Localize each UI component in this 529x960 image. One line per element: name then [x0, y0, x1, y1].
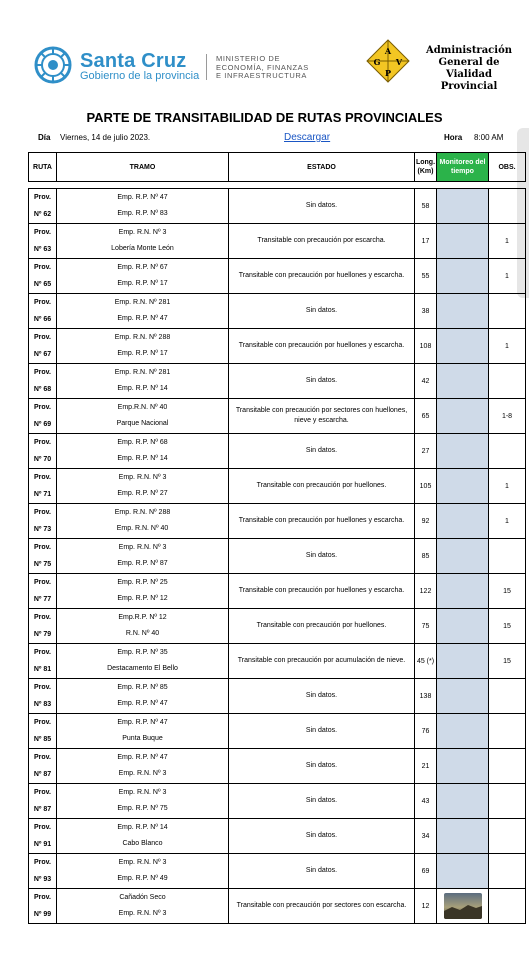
tramo-cell [57, 294, 229, 329]
ruta-cell [29, 574, 57, 609]
table-row [29, 189, 526, 224]
routes-table [28, 152, 526, 924]
dia-label: Día [38, 133, 51, 142]
monitor-cell [437, 679, 489, 714]
tramo-to: Emp. R.P. Nº 75 [117, 805, 168, 812]
obs-cell: 1 [489, 224, 526, 259]
ruta-number: Nº 75 [33, 561, 52, 568]
long-cell: 45 (*) [415, 644, 437, 679]
long-cell: 17 [415, 224, 437, 259]
ruta-prov: Prov. [34, 509, 51, 516]
tramo-from: Emp. R.P. Nº 68 [117, 439, 168, 446]
estado-cell: Transitable con precaución por sectores con escarcha. [229, 889, 415, 924]
col-monitor [437, 153, 489, 182]
agvp-line: Provincial [440, 81, 498, 92]
estado-cell: Transitable con precaución por escarcha. [229, 224, 415, 259]
ruta-number: Nº 85 [33, 736, 52, 743]
col-long-line: Long. [415, 159, 436, 166]
page-title: PARTE DE TRANSITABILIDAD DE RUTAS PROVINCIALES [86, 110, 443, 125]
col-estado: ESTADO [229, 153, 415, 182]
long-cell: 85 [415, 539, 437, 574]
agvp-logo-icon [365, 38, 411, 84]
obs-cell [489, 189, 526, 224]
col-long-line: (Km) [417, 168, 434, 175]
estado-cell: Sin datos. [229, 714, 415, 749]
tramo-to: Destacamento El Bello [107, 665, 178, 672]
col-obs: OBS. [489, 153, 526, 182]
tramo-cell [57, 854, 229, 889]
ruta-prov: Prov. [34, 579, 51, 586]
table-row [29, 539, 526, 574]
ruta-number: Nº 66 [33, 316, 52, 323]
table-row [29, 574, 526, 609]
ministry-line: MINISTERIO DE [216, 54, 281, 63]
ruta-cell [29, 819, 57, 854]
obs-cell: 1 [489, 469, 526, 504]
tramo-to: Emp. R.N. Nº 3 [118, 910, 167, 917]
tramo-from: Emp. R.N. Nº 281 [114, 369, 171, 376]
estado-cell: Sin datos. [229, 434, 415, 469]
ruta-prov: Prov. [34, 649, 51, 656]
tramo-cell [57, 224, 229, 259]
ruta-number: Nº 70 [33, 456, 52, 463]
obs-cell: 1-8 [489, 399, 526, 434]
ruta-number: Nº 93 [33, 876, 52, 883]
tramo-to: Emp. R.P. Nº 17 [117, 350, 168, 357]
svg-text:G: G [373, 57, 381, 67]
svg-text:P: P [384, 68, 392, 78]
tramo-cell [57, 749, 229, 784]
monitor-cell [437, 714, 489, 749]
tramo-from: Emp. R.N. Nº 288 [114, 509, 171, 516]
table-row [29, 259, 526, 294]
monitor-cell [437, 644, 489, 679]
tramo-cell [57, 469, 229, 504]
table-body [29, 189, 526, 924]
estado-cell: Sin datos. [229, 364, 415, 399]
tramo-from: Emp. R.P. Nº 47 [117, 754, 168, 761]
ruta-prov: Prov. [34, 684, 51, 691]
estado-cell: Transitable con precaución por huellones y escarcha. [229, 504, 415, 539]
tramo-from: Emp. R.N. Nº 3 [118, 544, 167, 551]
tramo-cell [57, 434, 229, 469]
monitor-cell [437, 434, 489, 469]
obs-cell [489, 889, 526, 924]
long-cell: 75 [415, 609, 437, 644]
obs-cell [489, 854, 526, 889]
tramo-to: Parque Nacional [116, 420, 169, 427]
monitor-cell [437, 854, 489, 889]
hora-label: Hora [444, 133, 463, 142]
tramo-to: Emp. R.N. Nº 3 [118, 770, 167, 777]
monitor-cell [437, 609, 489, 644]
ruta-cell [29, 504, 57, 539]
long-cell: 65 [415, 399, 437, 434]
page-header [0, 0, 529, 100]
brand-name: Santa Cruz [80, 50, 187, 72]
tramo-cell [57, 399, 229, 434]
tramo-to: Emp. R.N. Nº 40 [116, 525, 169, 532]
obs-cell: 1 [489, 259, 526, 294]
long-cell: 55 [415, 259, 437, 294]
tramo-from: Emp.R.P. Nº 12 [118, 614, 167, 621]
table-row [29, 609, 526, 644]
ruta-prov: Prov. [34, 754, 51, 761]
long-cell: 122 [415, 574, 437, 609]
ruta-prov: Prov. [34, 474, 51, 481]
tramo-cell [57, 679, 229, 714]
ruta-prov: Prov. [34, 334, 51, 341]
santa-cruz-emblem-icon [34, 46, 72, 84]
ruta-prov: Prov. [34, 824, 51, 831]
monitor-cell [437, 889, 489, 924]
obs-cell [489, 434, 526, 469]
header-divider [206, 54, 207, 80]
ruta-number: Nº 67 [33, 351, 52, 358]
long-cell: 27 [415, 434, 437, 469]
tramo-cell [57, 189, 229, 224]
monitor-cell [437, 574, 489, 609]
ruta-cell [29, 644, 57, 679]
estado-cell: Sin datos. [229, 679, 415, 714]
agvp-line: Administración [425, 45, 513, 56]
ruta-number: Nº 79 [33, 631, 52, 638]
obs-cell: 15 [489, 574, 526, 609]
monitor-cell [437, 784, 489, 819]
ruta-cell [29, 609, 57, 644]
monitor-cell [437, 329, 489, 364]
ruta-cell [29, 539, 57, 574]
table-row [29, 224, 526, 259]
table-row [29, 469, 526, 504]
tramo-from: Emp. R.N. Nº 3 [118, 859, 167, 866]
ruta-cell [29, 259, 57, 294]
svg-text:A: A [384, 46, 392, 56]
long-cell: 21 [415, 749, 437, 784]
estado-cell: Sin datos. [229, 854, 415, 889]
ministry-line: E INFRAESTRUCTURA [216, 71, 308, 80]
long-cell: 138 [415, 679, 437, 714]
table-row [29, 819, 526, 854]
col-ruta: RUTA [29, 153, 57, 182]
tramo-cell [57, 259, 229, 294]
ruta-prov: Prov. [34, 264, 51, 271]
tramo-cell [57, 539, 229, 574]
tramo-cell [57, 504, 229, 539]
monitor-cell [437, 469, 489, 504]
tramo-from: Emp. R.N. Nº 3 [118, 789, 167, 796]
ruta-prov: Prov. [34, 299, 51, 306]
estado-cell: Sin datos. [229, 784, 415, 819]
tramo-to: Lobería Monte León [111, 245, 174, 252]
long-cell: 38 [415, 294, 437, 329]
ruta-cell [29, 434, 57, 469]
ruta-number: Nº 99 [33, 911, 52, 918]
ruta-cell [29, 294, 57, 329]
table-row [29, 399, 526, 434]
monitor-cell [437, 539, 489, 574]
obs-cell [489, 784, 526, 819]
tramo-to: Emp. R.P. Nº 14 [117, 385, 168, 392]
monitor-cell [437, 364, 489, 399]
estado-cell: Transitable con precaución por huellones y escarcha. [229, 259, 415, 294]
tramo-cell [57, 784, 229, 819]
table-row [29, 854, 526, 889]
ruta-number: Nº 91 [33, 841, 52, 848]
table-row [29, 749, 526, 784]
tramo-cell [57, 609, 229, 644]
ruta-cell [29, 189, 57, 224]
monitor-cell [437, 189, 489, 224]
tramo-from: Emp. R.P. Nº 67 [117, 264, 168, 271]
ruta-number: Nº 87 [33, 806, 52, 813]
monitor-cell [437, 819, 489, 854]
obs-cell: 1 [489, 504, 526, 539]
col-tramo: TRAMO [57, 153, 229, 182]
monitor-cell [437, 224, 489, 259]
obs-cell [489, 294, 526, 329]
long-cell: 43 [415, 784, 437, 819]
agvp-line: General de Vialidad [438, 57, 500, 80]
tramo-to: Emp. R.P. Nº 47 [117, 315, 168, 322]
tramo-from: Emp. R.N. Nº 3 [118, 229, 167, 236]
tramo-to: Emp. R.P. Nº 27 [117, 490, 168, 497]
tramo-to: Emp. R.P. Nº 12 [117, 595, 168, 602]
ruta-number: Nº 68 [33, 386, 52, 393]
tramo-from: Emp. R.P. Nº 47 [117, 194, 168, 201]
ruta-prov: Prov. [34, 859, 51, 866]
long-cell: 69 [415, 854, 437, 889]
tramo-from: Emp. R.N. Nº 3 [118, 474, 167, 481]
estado-cell: Transitable con precaución por huellones y escarcha. [229, 574, 415, 609]
tramo-cell [57, 889, 229, 924]
header-gap [29, 182, 526, 189]
table-row [29, 644, 526, 679]
ruta-number: Nº 81 [33, 666, 52, 673]
ruta-cell [29, 364, 57, 399]
long-cell: 12 [415, 889, 437, 924]
download-link[interactable]: Descargar [284, 132, 331, 143]
ruta-prov: Prov. [34, 894, 51, 901]
tramo-cell [57, 644, 229, 679]
tramo-to: Emp. R.P. Nº 83 [117, 210, 168, 217]
estado-cell: Transitable con precaución por huellones. [229, 469, 415, 504]
ruta-cell [29, 784, 57, 819]
ruta-cell [29, 889, 57, 924]
obs-cell: 15 [489, 609, 526, 644]
estado-cell: Transitable con precaución por acumulación de nieve. [229, 644, 415, 679]
ruta-number: Nº 73 [33, 526, 52, 533]
ministry-name [216, 55, 309, 81]
ruta-number: Nº 71 [33, 491, 52, 498]
tramo-to: Emp. R.P. Nº 87 [117, 560, 168, 567]
monitor-cell [437, 749, 489, 784]
ruta-number: Nº 63 [33, 246, 52, 253]
tramo-from: Emp. R.P. Nº 25 [117, 579, 168, 586]
estado-cell: Sin datos. [229, 189, 415, 224]
long-cell: 58 [415, 189, 437, 224]
monitor-cell [437, 294, 489, 329]
ruta-cell [29, 679, 57, 714]
table-row [29, 364, 526, 399]
estado-cell: Sin datos. [229, 819, 415, 854]
table-row [29, 504, 526, 539]
obs-cell: 15 [489, 644, 526, 679]
table-row [29, 679, 526, 714]
agvp-name [414, 45, 524, 93]
estado-cell: Transitable con precaución por huellones. [229, 609, 415, 644]
col-long [415, 153, 437, 182]
long-cell: 34 [415, 819, 437, 854]
tramo-from: Emp.R.N. Nº 40 [117, 404, 168, 411]
obs-cell [489, 714, 526, 749]
ruta-prov: Prov. [34, 719, 51, 726]
table-row [29, 329, 526, 364]
ruta-number: Nº 69 [33, 421, 52, 428]
tramo-to: Emp. R.P. Nº 14 [117, 455, 168, 462]
tramo-cell [57, 574, 229, 609]
long-cell: 108 [415, 329, 437, 364]
long-cell: 105 [415, 469, 437, 504]
ruta-prov: Prov. [34, 194, 51, 201]
ruta-prov: Prov. [34, 369, 51, 376]
obs-cell: 1 [489, 329, 526, 364]
estado-cell: Sin datos. [229, 749, 415, 784]
ruta-number: Nº 65 [33, 281, 52, 288]
tramo-to: Punta Buque [122, 735, 163, 742]
ruta-number: Nº 62 [33, 211, 52, 218]
tramo-to: Emp. R.P. Nº 49 [117, 875, 168, 882]
obs-cell [489, 819, 526, 854]
ruta-number: Nº 77 [33, 596, 52, 603]
ruta-prov: Prov. [34, 614, 51, 621]
ruta-cell [29, 224, 57, 259]
ruta-cell [29, 749, 57, 784]
table-row [29, 784, 526, 819]
ruta-cell [29, 714, 57, 749]
ruta-cell [29, 399, 57, 434]
estado-cell: Sin datos. [229, 539, 415, 574]
tramo-from: Cañadón Seco [119, 894, 166, 901]
tramo-cell [57, 714, 229, 749]
ruta-prov: Prov. [34, 789, 51, 796]
obs-cell [489, 749, 526, 784]
monitor-cell [437, 504, 489, 539]
tramo-from: Emp. R.P. Nº 14 [117, 824, 168, 831]
tramo-from: Emp. R.N. Nº 288 [114, 334, 171, 341]
tramo-from: Emp. R.N. Nº 281 [114, 299, 171, 306]
tramo-from: Emp. R.P. Nº 35 [117, 649, 168, 656]
ruta-prov: Prov. [34, 229, 51, 236]
tramo-to: Emp. R.P. Nº 17 [117, 280, 168, 287]
ministry-line: ECONOMÍA, FINANZAS [216, 62, 309, 72]
tramo-to: Cabo Blanco [122, 840, 163, 847]
table-row [29, 889, 526, 924]
table-row [29, 434, 526, 469]
monitor-cell [437, 399, 489, 434]
ruta-cell [29, 469, 57, 504]
brand-subtitle: Gobierno de la provincia [80, 70, 200, 82]
dia-value: Viernes, 14 de julio 2023. [60, 133, 151, 142]
estado-cell: Transitable con precaución por sectores con huellones, nieve y escarcha. [229, 399, 415, 434]
obs-cell [489, 364, 526, 399]
monitor-cell [437, 259, 489, 294]
col-monitor-line: tiempo [451, 168, 474, 175]
tramo-cell [57, 819, 229, 854]
estado-cell: Sin datos. [229, 294, 415, 329]
weather-thumbnail-icon[interactable] [444, 893, 482, 919]
long-cell: 92 [415, 504, 437, 539]
table-row [29, 294, 526, 329]
tramo-to: Emp. R.P. Nº 47 [117, 700, 168, 707]
table-header-row [29, 153, 526, 182]
tramo-cell [57, 329, 229, 364]
long-cell: 42 [415, 364, 437, 399]
ruta-prov: Prov. [34, 439, 51, 446]
ruta-number: Nº 87 [33, 771, 52, 778]
estado-cell: Transitable con precaución por huellones y escarcha. [229, 329, 415, 364]
obs-cell [489, 679, 526, 714]
col-monitor-line: Monitoreo del [439, 159, 486, 166]
table-row [29, 714, 526, 749]
ruta-prov: Prov. [34, 544, 51, 551]
hora-value: 8:00 AM [474, 133, 504, 142]
ruta-prov: Prov. [34, 404, 51, 411]
long-cell: 76 [415, 714, 437, 749]
tramo-to: R.N. Nº 40 [125, 630, 160, 637]
obs-cell [489, 539, 526, 574]
tramo-cell [57, 364, 229, 399]
svg-text:V: V [395, 57, 403, 67]
ruta-number: Nº 83 [33, 701, 52, 708]
tramo-from: Emp. R.P. Nº 47 [117, 719, 168, 726]
ruta-cell [29, 854, 57, 889]
tramo-from: Emp. R.P. Nº 85 [117, 684, 168, 691]
ruta-cell [29, 329, 57, 364]
